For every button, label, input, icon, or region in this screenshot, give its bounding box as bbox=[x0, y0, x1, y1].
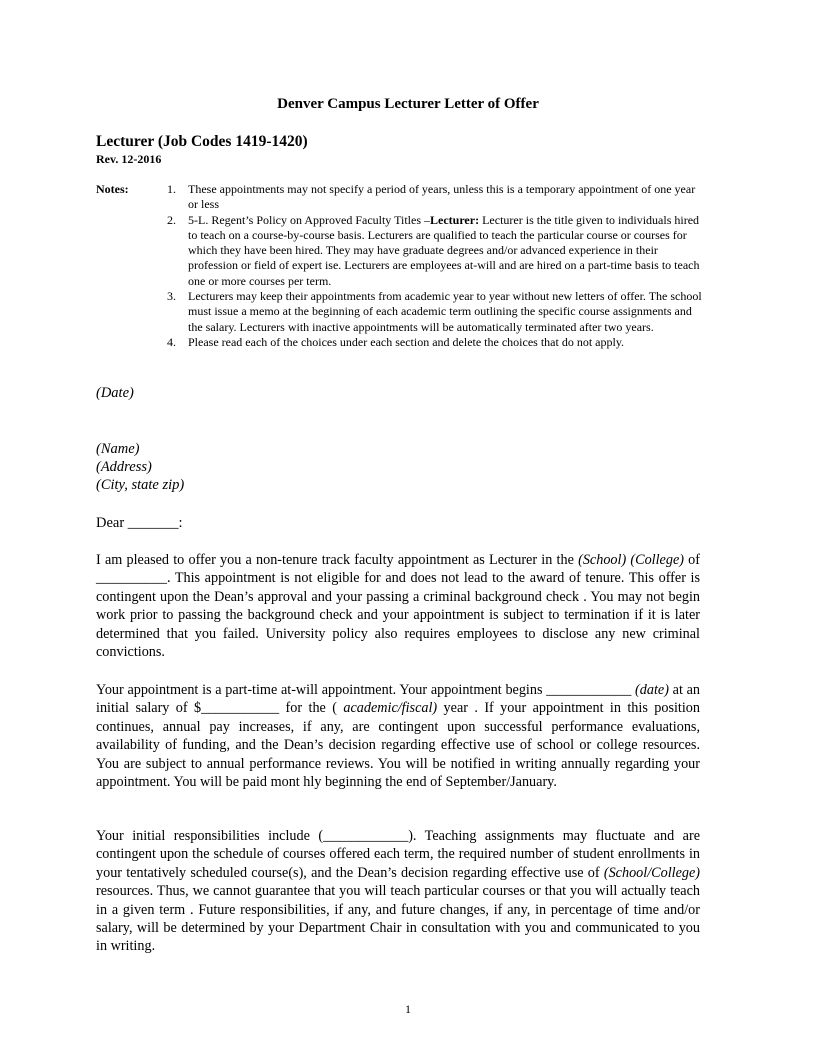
paragraph-text: Your initial responsibilities include (____________). Teaching assignments may fluctuate and are contingent upon the schedule of courses offered each term, the required number of student enrollments in your tentatively scheduled course(s), and the Dean’s decision regarding effective use of bbox=[96, 828, 700, 881]
paragraph-text: at an initial salary of $___________ for the ( bbox=[96, 682, 700, 717]
note-text bbox=[188, 213, 708, 289]
city-placeholder: (City, state zip) bbox=[96, 477, 185, 493]
paragraph-offer bbox=[96, 551, 700, 661]
paragraph-text: resources. Thus, we cannot guarantee that you will teach particular courses or that you will actually teach in a given term . Future responsibilities, if any, and future changes, if any, in percentage of time and/or salary, will be determined by your Department Chair in consultation with you and communicated to you in writing. bbox=[96, 883, 700, 955]
note-item bbox=[160, 289, 708, 335]
note-number: 4. bbox=[167, 334, 176, 349]
document-title: Denver Campus Lecturer Letter of Offer bbox=[277, 96, 539, 112]
placeholder-academic-fiscal: academic/fiscal) bbox=[343, 700, 438, 717]
placeholder-school-college: (School) (College) bbox=[578, 552, 684, 568]
note-bold-term: Lecturer: bbox=[430, 212, 480, 227]
notes-label: Notes: bbox=[96, 182, 129, 196]
page-number: 1 bbox=[405, 1002, 411, 1016]
note-item bbox=[160, 335, 708, 350]
note-number: 1. bbox=[167, 182, 176, 196]
note-item bbox=[160, 182, 708, 213]
paragraph-appointment bbox=[96, 681, 700, 791]
note-text: These appointments may not specify a period of years, unless this is a temporary appointment of one year or less bbox=[188, 182, 696, 212]
date-placeholder: (Date) bbox=[96, 385, 134, 401]
paragraph-responsibilities bbox=[96, 827, 700, 956]
revision-label: Rev. 12-2016 bbox=[96, 152, 162, 166]
address-placeholder: (Address) bbox=[96, 459, 152, 475]
paragraph-text: I am pleased to offer you a non-tenure track faculty appointment as Lecturer in the bbox=[96, 552, 579, 568]
notes-list bbox=[160, 182, 708, 350]
note-text: Please read each of the choices under each section and delete the choices that do not apply. bbox=[188, 334, 625, 349]
paragraph-text: year . If your appointment in this position continues, annual pay increases, if any, are contingent upon successful performance evaluations, availability of funding, and the Dean’s decision regarding effective use of school or college resources. You are subject to annual performance reviews. You will be notified in writing annually regarding your appointment. You will be paid mont hly beginning the end of September/January. bbox=[96, 700, 700, 791]
placeholder-date: (date) bbox=[635, 682, 669, 698]
note-number: 3. bbox=[167, 289, 176, 304]
salutation: Dear _______: bbox=[96, 515, 183, 531]
paragraph-text: of __________. This appointment is not eligible for and does not lead to the award of tenure. This offer is contingent upon the Dean’s approval and your passing a criminal background check . You may not begin work prior to passing the background check and your appointment is subject to termination if it is later determined that you failed. University policy also requires employees to disclose any new criminal convictions. bbox=[96, 552, 701, 661]
note-item bbox=[160, 213, 708, 289]
note-number: 2. bbox=[167, 212, 176, 227]
document-subtitle: Lecturer (Job Codes 1419-1420) bbox=[96, 133, 308, 150]
note-text: Lecturers may keep their appointments from academic year to year without new letters of offer. The school must issue a memo at the beginning of each academic term outlining the specific course assignments and the salary. Lecturers with inactive appointments will be automatically terminated after two years. bbox=[188, 289, 702, 334]
paragraph-text: Your appointment is a part-time at-will appointment. Your appointment begins ____________ bbox=[96, 682, 636, 698]
note-prefix: 5-L. Regent’s Policy on Approved Faculty Titles – bbox=[188, 212, 430, 227]
name-placeholder: (Name) bbox=[96, 441, 140, 457]
placeholder-school-college: (School/College) bbox=[603, 864, 700, 881]
note-body: Lecturer is the title given to individuals hired to teach on a course-by-course basis. Lecturers are qualified to teach the particular course or courses for which they have been hired. They may have graduate degrees and/or advanced experience in their profession or field of expert ise. Lecturers are employees at-will and are hired on a part-time basis to teach one or more courses per term. bbox=[188, 212, 700, 288]
